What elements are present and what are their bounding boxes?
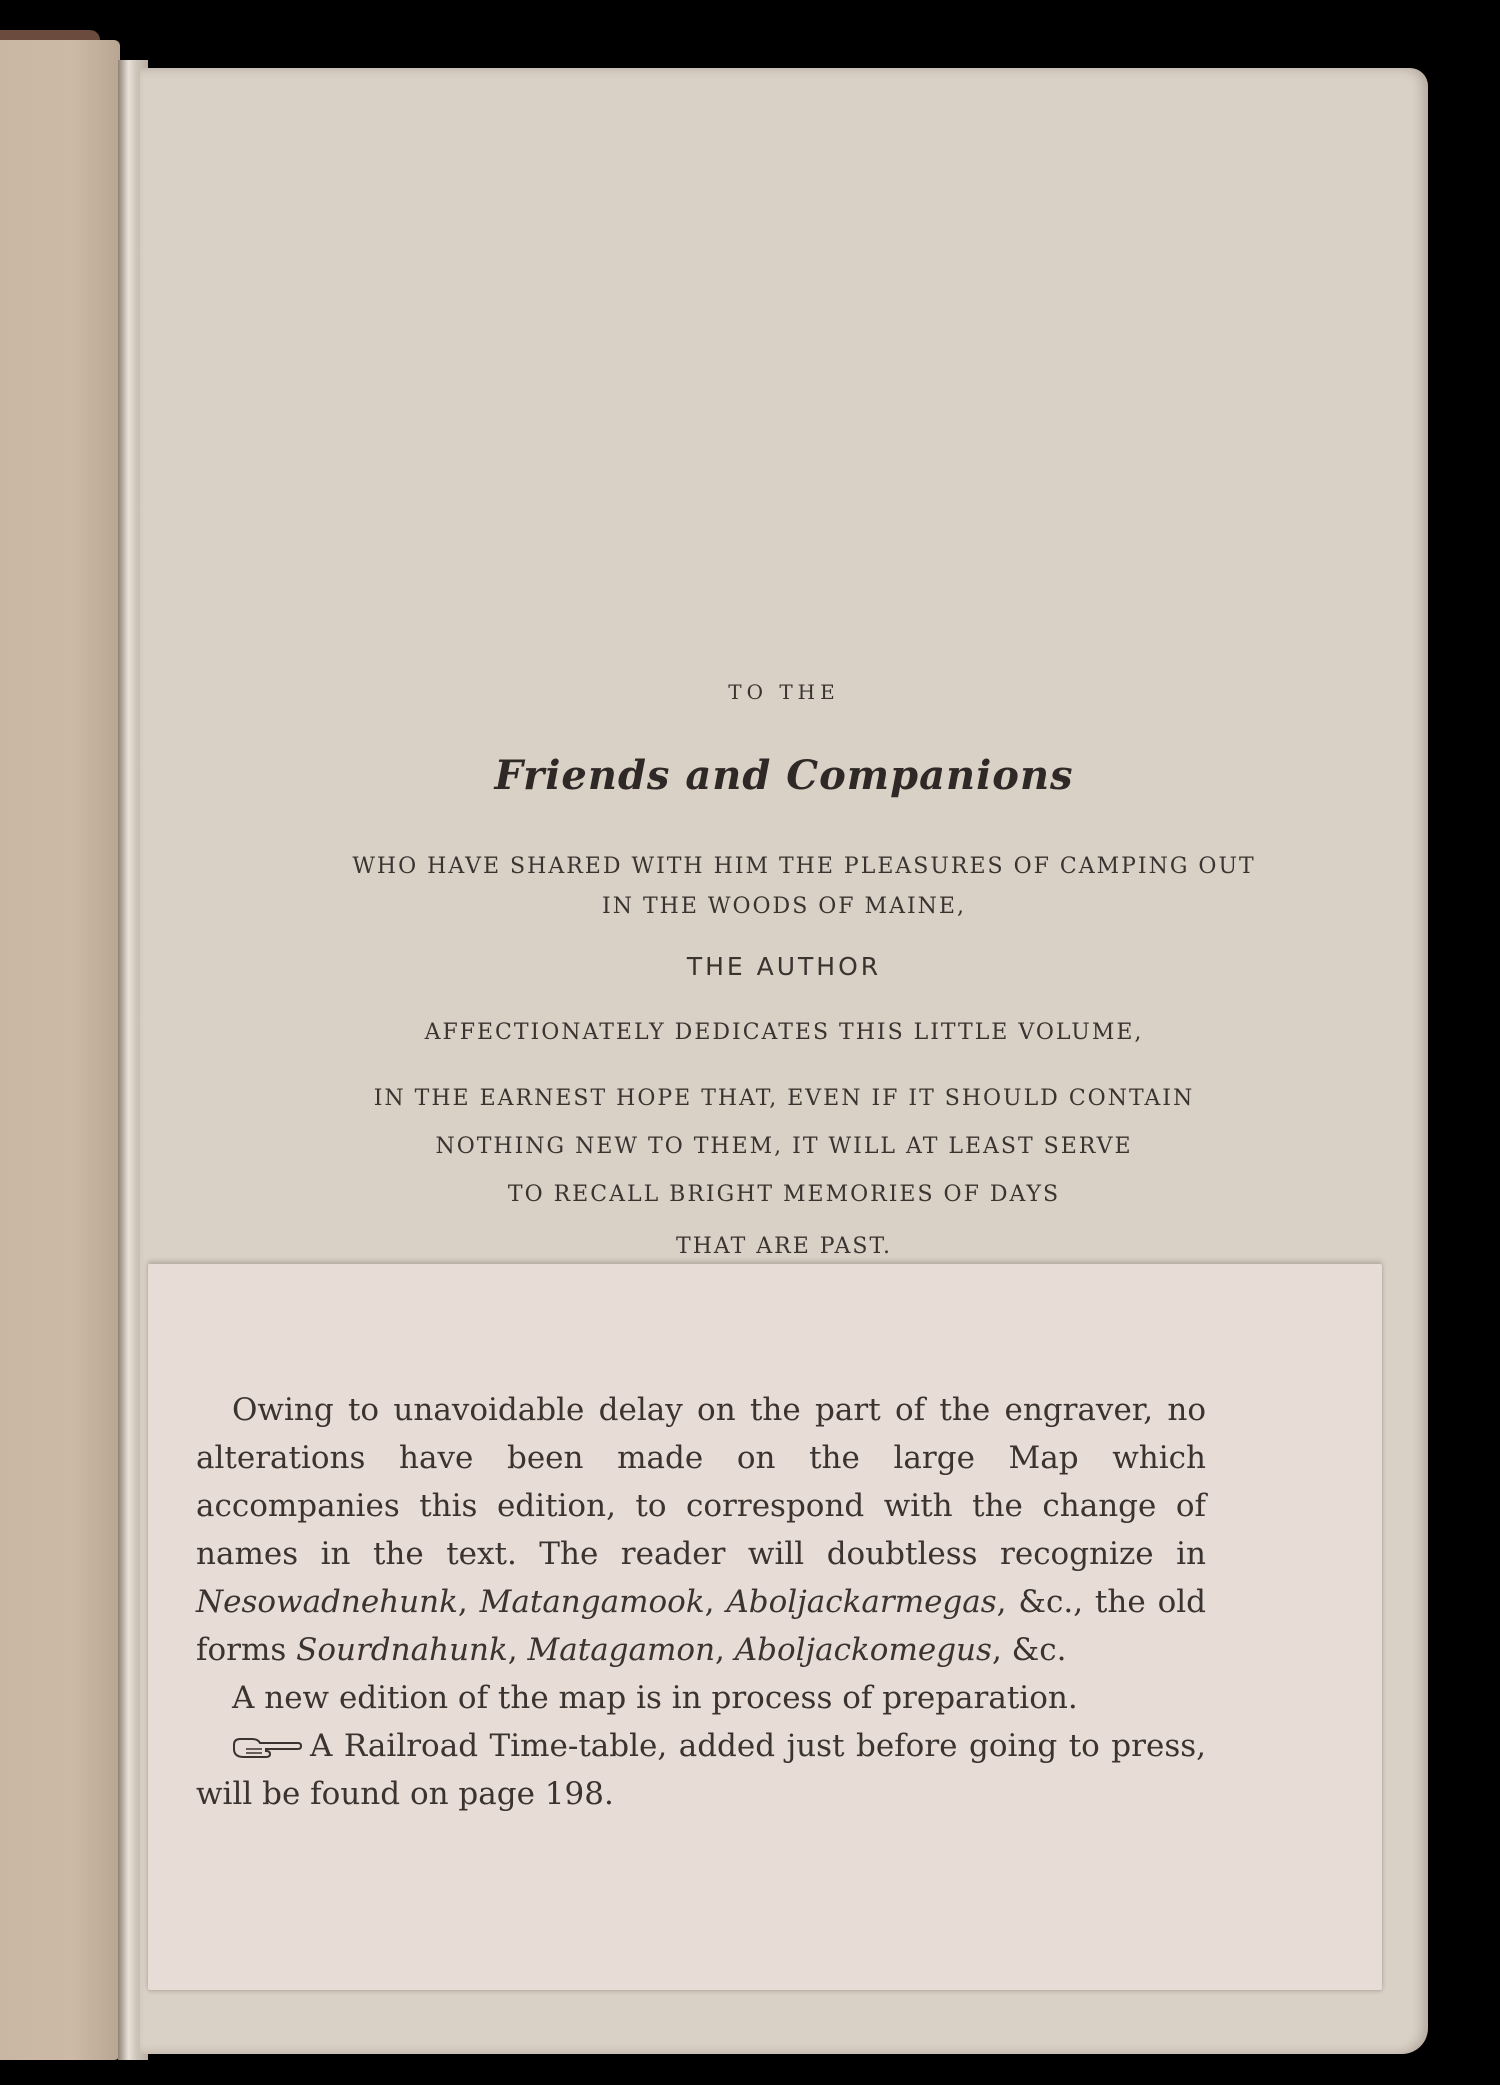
dedication-woods-line: IN THE WOODS OF MAINE, [602,894,966,919]
timetable-note: A Railroad Time-table, added just before going to press, will be found on page 198. [196,1728,1206,1812]
errata-text-part: , &c., the old forms [196,1584,1206,1668]
place-name-matagamon: Matagamon [527,1632,716,1668]
dedication-friends-heading: Friends and Companions [494,752,1074,799]
errata-text-part: , &c. [991,1632,1067,1668]
dedication-who-line: WHO HAVE SHARED WITH HIM THE PLEASURES OF CAMPING OUT [352,854,1256,879]
place-name-nesowadnehunk: Nesowadnehunk [196,1584,458,1620]
dedication-nothing-line: NOTHING NEW TO THEM, IT WILL AT LEAST SERVE [435,1134,1133,1159]
pointing-hand-icon [232,1735,302,1761]
place-name-aboljackarmegas: Aboljackarmegas [726,1584,997,1620]
place-name-aboljackomegus: Aboljackomegus [734,1632,992,1668]
errata-paragraph-new-edition: A new edition of the map is in process of preparation. [232,1680,1078,1716]
dedication-affect-line: AFFECTIONATELY DEDICATES THIS LITTLE VOLUME, [424,1020,1144,1045]
separator: , [715,1632,735,1668]
facing-page-edge [0,40,120,2060]
dedication-author: THE AUTHOR [686,952,882,981]
dedication-recall-line: TO RECALL BRIGHT MEMORIES OF DAYS [507,1182,1061,1207]
errata-text [196,1386,1206,1818]
errata-paragraph-timetable [196,1722,1206,1818]
separator: , [704,1584,727,1620]
separator: , [507,1632,528,1668]
errata-text-part: Owing to unavoidable delay on the part of the engraver, no alterations have been made on the large Map which accompanies this edition, to correspond with the change of names in the text. The reader will doubtless recognize in [196,1392,1206,1572]
dedication-earnest-line: IN THE EARNEST HOPE THAT, EVEN IF IT SHOULD CONTAIN [373,1086,1195,1111]
errata-paragraph-map [196,1386,1206,1674]
dedication-past-line: THAT ARE PAST. [676,1234,892,1259]
errata-slip [148,1264,1382,1990]
dedication-to-the: TO THE [728,680,840,704]
place-name-matangamook: Matangamook [479,1584,705,1620]
dedication-block [140,68,1428,1268]
separator: , [457,1584,480,1620]
place-name-sourdnahunk: Sourdnahunk [296,1632,508,1668]
